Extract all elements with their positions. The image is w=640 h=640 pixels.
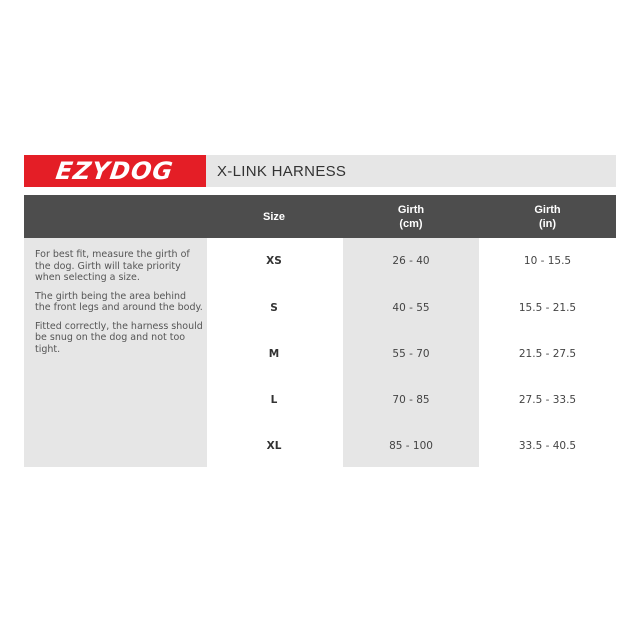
row-cm-xs: 26 - 40 — [392, 255, 430, 267]
brand-logo-text: EZYDOG — [54, 157, 176, 185]
header-girth-in-label: Girth — [534, 203, 561, 216]
row-size-s: S — [270, 302, 278, 314]
row-cm-l: 70 - 85 — [392, 394, 430, 406]
row-size-xl: XL — [266, 440, 282, 452]
row-in-s: 15.5 - 21.5 — [518, 302, 577, 314]
title-bar — [24, 155, 616, 187]
header-girth-in-unit: (in) — [538, 217, 557, 230]
brand-logo — [24, 155, 206, 187]
fit-instructions — [35, 249, 203, 362]
header-girth-in — [479, 195, 616, 238]
row-size-l: L — [270, 394, 278, 406]
instruction-paragraph: For best fit, measure the girth of the dog. Girth will take priority when selecting a size. — [35, 249, 190, 283]
row-in-l: 27.5 - 33.5 — [518, 394, 577, 406]
header-girth-cm-label: Girth — [397, 203, 425, 216]
header-girth-cm-unit: (cm) — [399, 217, 423, 230]
row-cm-m: 55 - 70 — [392, 348, 430, 360]
header-girth-cm — [343, 195, 479, 238]
row-cm-xl: 85 - 100 — [389, 440, 433, 452]
row-in-xl: 33.5 - 40.5 — [518, 440, 577, 452]
header-size-label: Size — [262, 210, 285, 223]
header-size — [207, 195, 341, 238]
table-header — [24, 195, 616, 238]
row-size-xs: XS — [266, 255, 282, 267]
row-in-xs: 10 - 15.5 — [523, 255, 572, 267]
row-in-m: 21.5 - 27.5 — [518, 348, 577, 360]
chart-title: X-LINK HARNESS — [217, 163, 347, 180]
fit-instructions-panel — [24, 238, 207, 467]
row-size-m: M — [268, 348, 280, 360]
row-cm-s: 40 - 55 — [392, 302, 430, 314]
instruction-paragraph: Fitted correctly, the harness should be snug on the dog and not too tight. — [35, 320, 203, 355]
instruction-paragraph: The girth being the area behind the front legs and around the body. — [35, 290, 203, 313]
